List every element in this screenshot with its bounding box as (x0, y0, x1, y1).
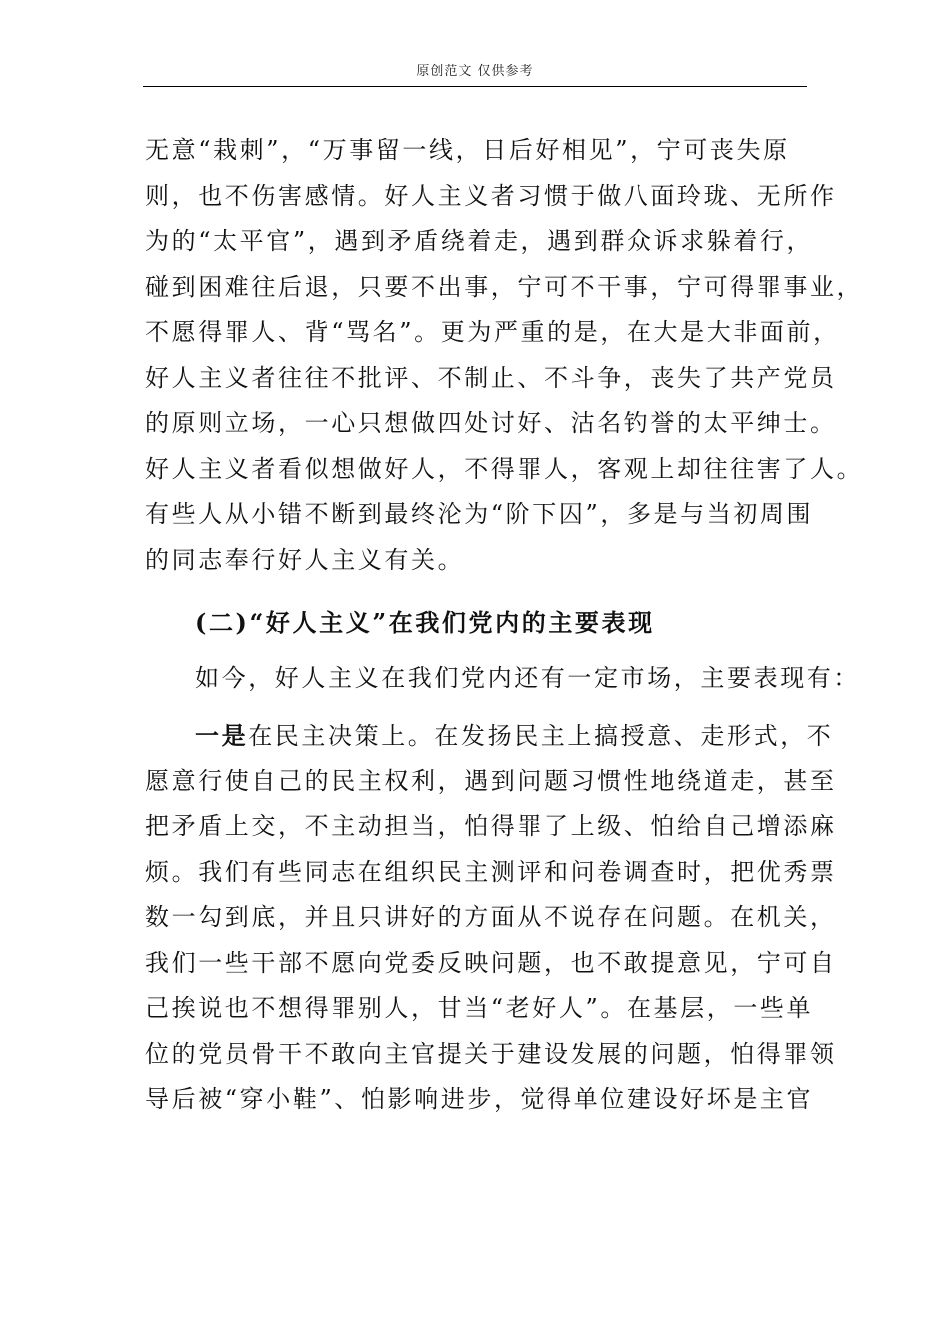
text-line: 的原则立场，一心只想做四处讨好、沽名钓誉的太平绅士。 (145, 409, 837, 437)
lead-text: 在民主决策上。在发扬民主上搞授意、走形式，不 (248, 722, 834, 750)
text-line: 有些人从小错不断到最终沦为“阶下囚”，多是与当初周围 (145, 500, 814, 528)
text-line: 为的“太平官”，遇到矛盾绕着走，遇到群众诉求躲着行， (145, 227, 814, 255)
text-line: 我们一些干部不愿向党委反映问题，也不敢提意见，宁可自 (145, 948, 837, 977)
section-heading: (二)“好人主义”在我们党内的主要表现 (195, 608, 655, 637)
paragraph-1 (145, 128, 864, 583)
text-line: 数一勾到底，并且只讲好的方面从不说存在问题。在机关， (145, 903, 837, 931)
text-line: 碰到困难往后退，只要不出事，宁可不干事，宁可得罪事业， (145, 272, 864, 301)
text-line: 己挨说也不想得罪别人，甘当“老好人”。在基层，一些单 (145, 994, 814, 1022)
text-line: 无意“栽刺”，“万事留一线，日后好相见”，宁可丧失原 (145, 136, 790, 164)
document-body (145, 128, 864, 1123)
text-line: 不愿得罪人、背“骂名”。更为严重的是，在大是大非面前， (145, 318, 840, 346)
text-line: 好人主义者看似想做好人，不得罪人，客观上却往往害了人。 (145, 454, 864, 483)
paragraph-gap (145, 701, 810, 713)
lead-label: 一是 (195, 721, 249, 750)
text-line: 则，也不伤害感情。好人主义者习惯于做八面玲珑、无所作 (145, 181, 837, 210)
text-line: 如今，好人主义在我们党内还有一定市场，主要表现有： (195, 663, 860, 692)
text-line (145, 713, 834, 759)
page-header: 原创范文 仅供参考 (143, 62, 807, 87)
text-line: 把矛盾上交，不主动担当，怕得罪了上级、怕给自己增添麻 (145, 812, 837, 840)
text-line: 好人主义者往往不批评、不制止、不斗争，丧失了共产党员 (145, 363, 837, 392)
text-line: 位的党员骨干不敢向主官提关于建设发展的问题，怕得罪领 (145, 1039, 837, 1068)
paragraph-2 (145, 656, 860, 702)
text-line: 导后被“穿小鞋”、怕影响进步，觉得单位建设好坏是主官 (145, 1085, 814, 1113)
text-line: 的同志奉行好人主义有关。 (145, 545, 465, 574)
text-line: 烦。我们有些同志在组织民主测评和问卷调查时，把优秀票 (145, 857, 837, 886)
text-line: 愿意行使自己的民主权利，遇到问题习惯性地绕道走，甚至 (145, 766, 837, 795)
paragraph-3 (145, 713, 837, 1123)
